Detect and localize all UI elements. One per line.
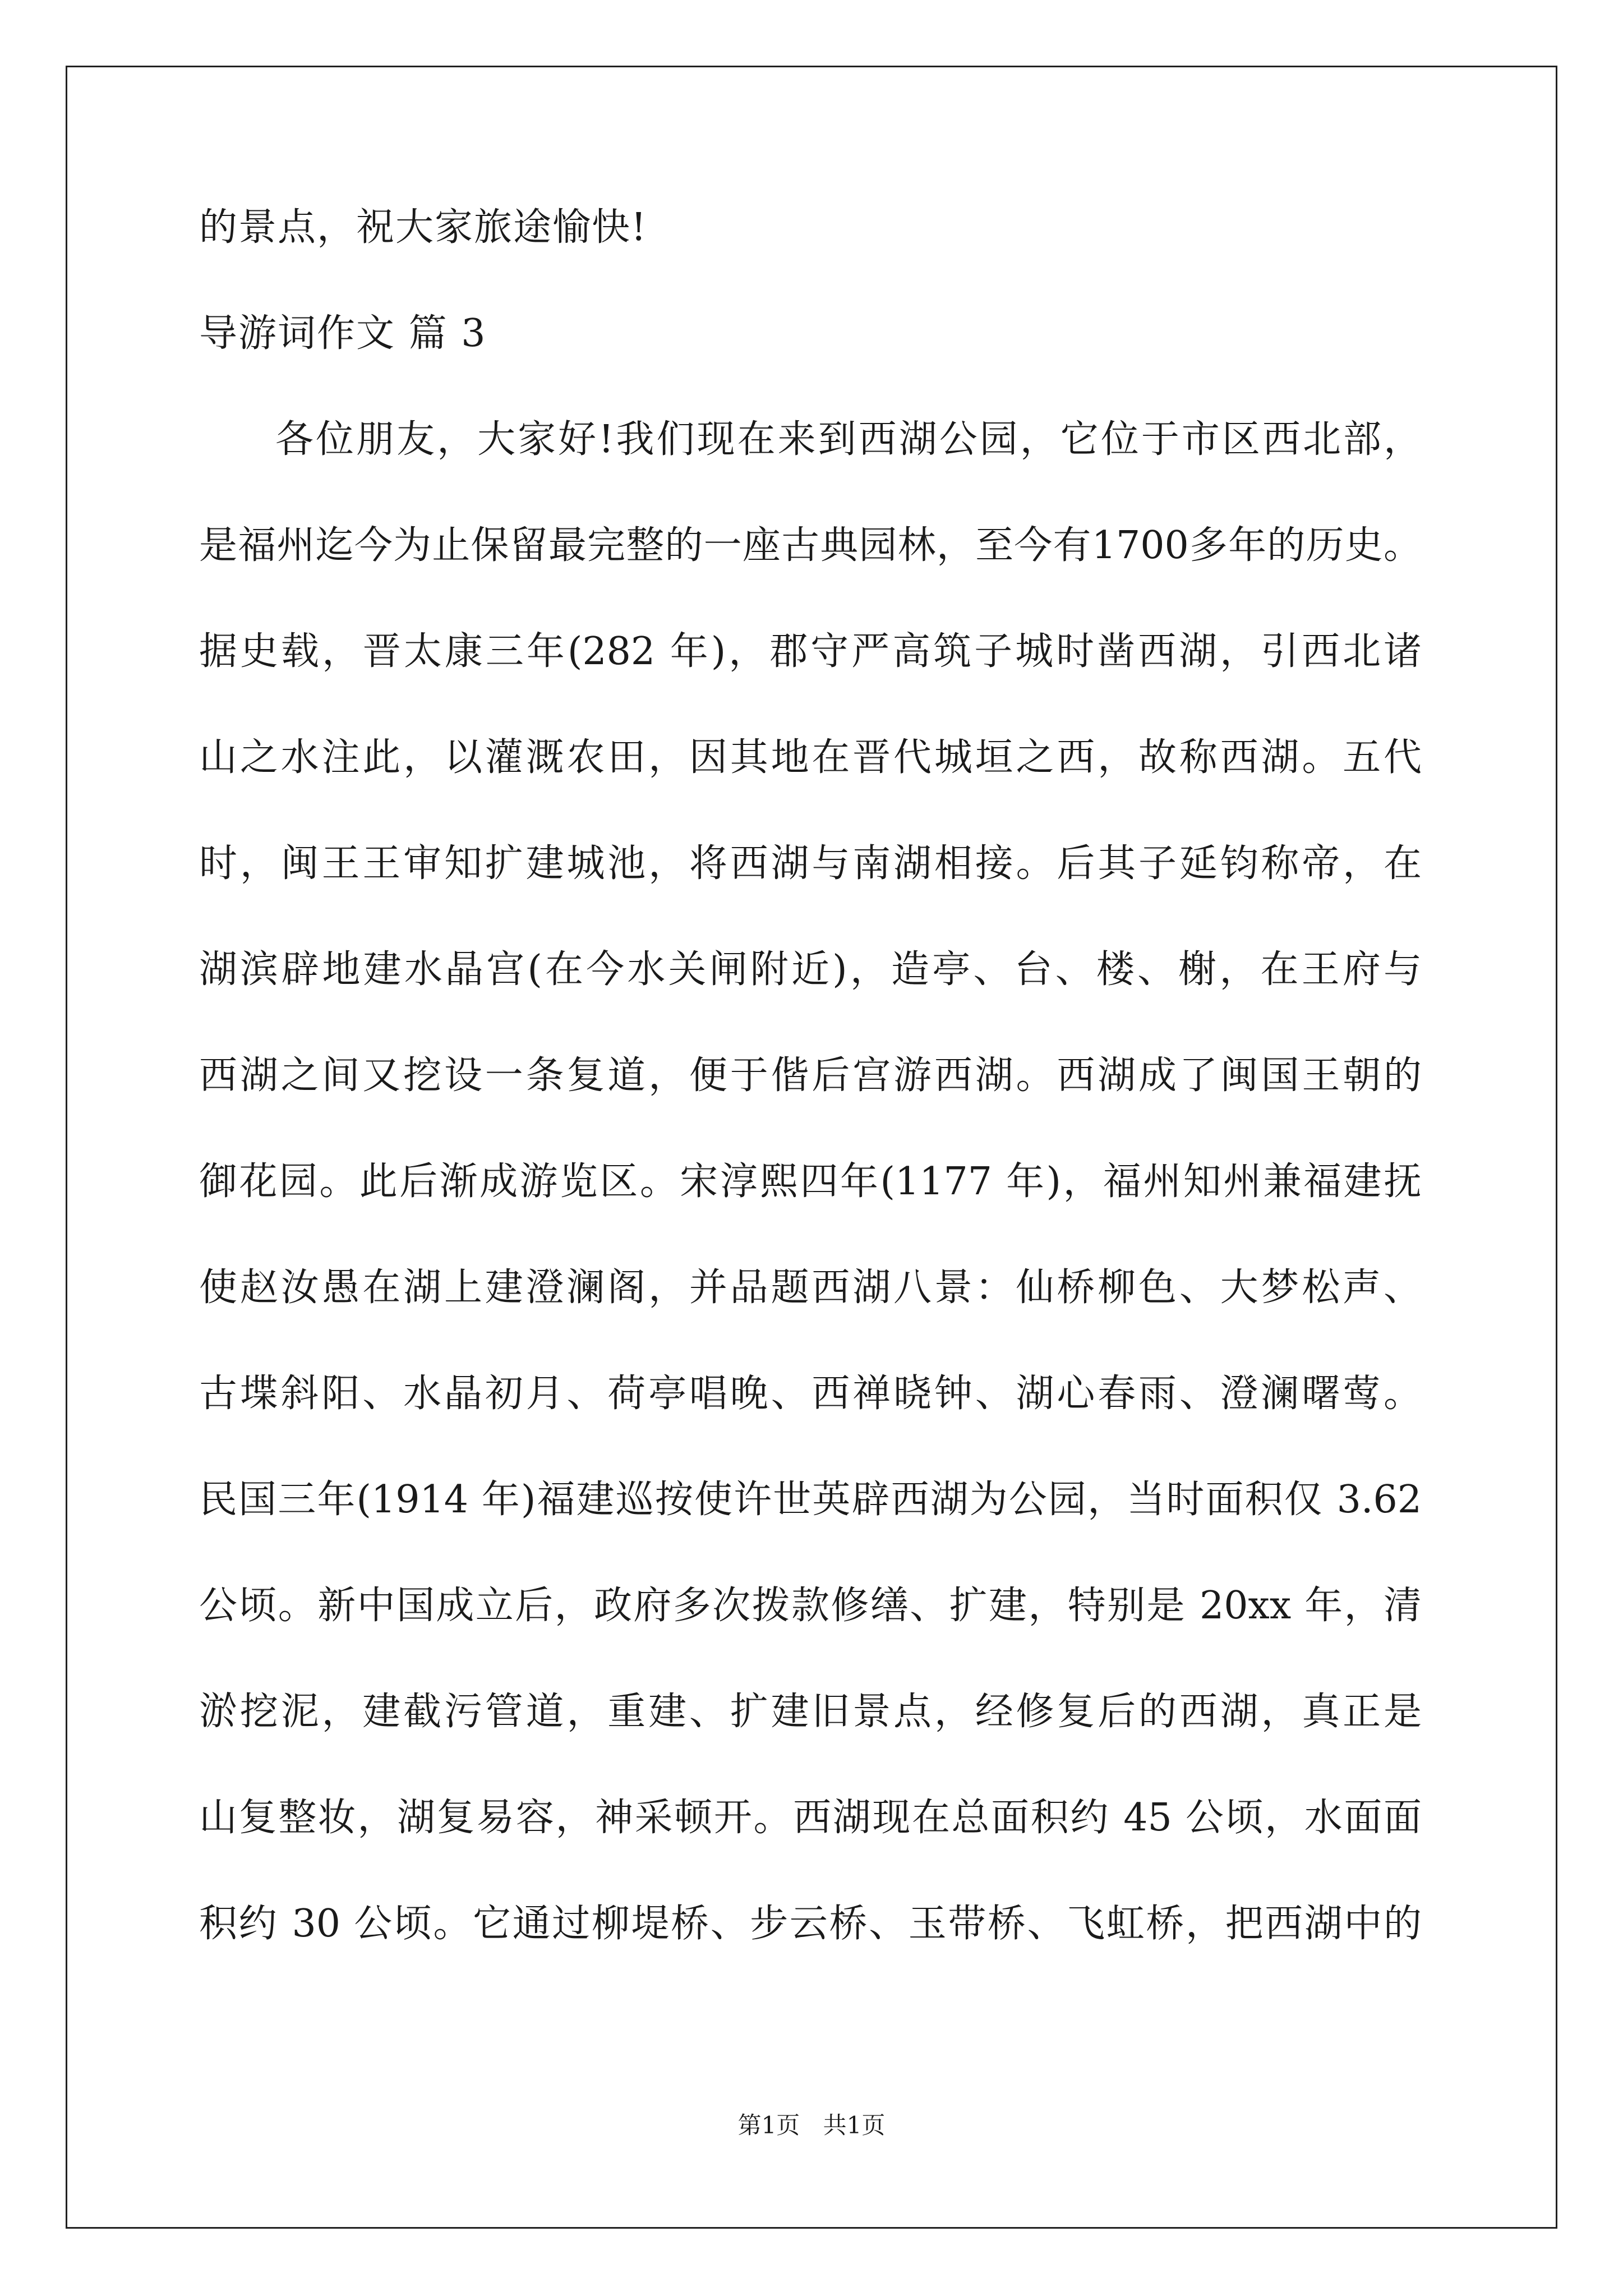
text-line: 公顷。新中国成立后，政府多次拨款修缮、扩建，特别是 20xx 年，清 (199, 1584, 1422, 1628)
page-footer (0, 2111, 1623, 2139)
text-line: 御花园。此后渐成游览区。宋淳熙四年(1177 年)，福州知州兼福建抚 (199, 1159, 1422, 1204)
page-number-total: 共1页 (823, 2111, 886, 2139)
text-line: 山之水注此，以灌溉农田，因其地在晋代城垣之西，故称西湖。五代 (199, 735, 1422, 780)
text-line: 是福州迄今为止保留最完整的一座古典园林，至今有1700多年的历史。 (199, 523, 1422, 568)
text-line: 据史载，晋太康三年(282 年)，郡守严高筑子城时凿西湖，引西北诸 (199, 629, 1422, 674)
text-line: 时，闽王王审知扩建城池，将西湖与南湖相接。后其子延钧称帝，在 (199, 841, 1422, 886)
paragraph-first-line: 各位朋友，大家好!我们现在来到西湖公园，它位于市区西北部， (275, 417, 1422, 462)
text-line: 湖滨辟地建水晶宫(在今水关闸附近)，造亭、台、楼、榭，在王府与 (199, 947, 1422, 992)
text-line: 山复整妆，湖复易容，神采顿开。西湖现在总面积约 45 公顷，水面面 (199, 1796, 1422, 1840)
text-line: 的景点，祝大家旅途愉快! (199, 205, 648, 250)
document-body (199, 205, 1422, 2011)
text-line: 西湖之间又挖设一条复道，便于偕后宫游西湖。西湖成了闽国王朝的 (199, 1053, 1422, 1098)
page-number-current: 第1页 (737, 2111, 800, 2139)
section-heading: 导游词作文 篇 3 (199, 311, 487, 356)
text-line: 使赵汝愚在湖上建澄澜阁，并品题西湖八景：仙桥柳色、大梦松声、 (199, 1266, 1422, 1310)
text-line: 淤挖泥，建截污管道，重建、扩建旧景点，经修复后的西湖，真正是 (199, 1690, 1422, 1734)
text-line: 积约 30 公顷。它通过柳堤桥、步云桥、玉带桥、飞虹桥，把西湖中的 (199, 1902, 1422, 1946)
text-line: 古堞斜阳、水晶初月、荷亭唱晚、西禅晓钟、湖心春雨、澄澜曙莺。 (199, 1372, 1422, 1416)
text-line: 民国三年(1914 年)福建巡按使许世英辟西湖为公园，当时面积仅 3.62 (199, 1478, 1422, 1522)
